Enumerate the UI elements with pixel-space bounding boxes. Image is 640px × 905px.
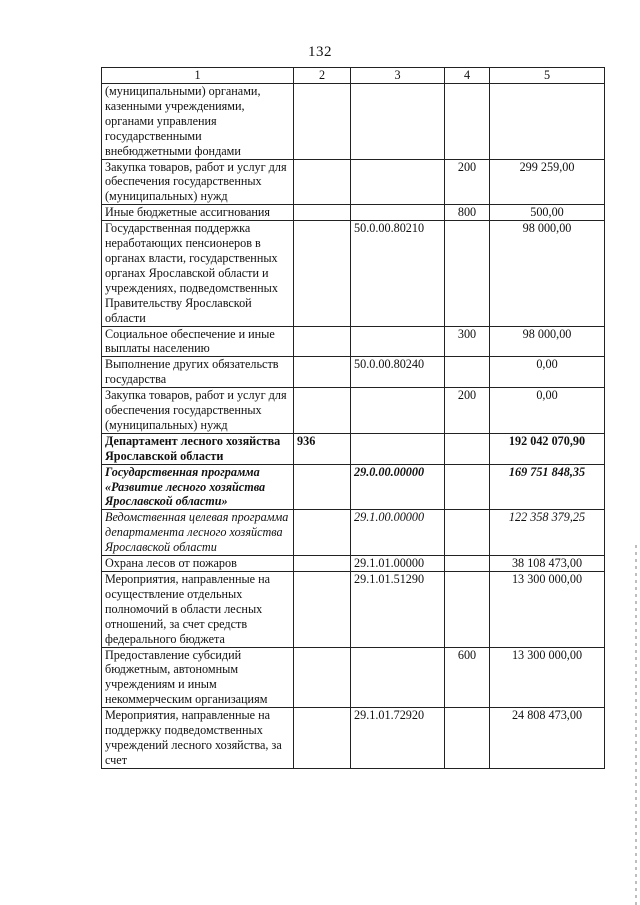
cell-code: 50.0.00.80240 — [351, 357, 445, 388]
cell-type: 800 — [445, 205, 490, 221]
cell-amount: 169 751 848,35 — [490, 464, 605, 510]
table-row — [102, 205, 605, 221]
cell-admin — [294, 357, 351, 388]
cell-type: 200 — [445, 159, 490, 205]
cell-admin — [294, 708, 351, 769]
cell-type — [445, 221, 490, 326]
cell-code — [351, 84, 445, 160]
table-row — [102, 326, 605, 357]
cell-name: Мероприятия, направленные на осуществление отдельных полномочий в области лесных отношений, за счет средств федерального бюджета — [102, 572, 294, 648]
column-header: 5 — [490, 68, 605, 84]
cell-code: 29.0.00.00000 — [351, 464, 445, 510]
table-row — [102, 84, 605, 160]
cell-admin — [294, 205, 351, 221]
table-row — [102, 556, 605, 572]
cell-name: Ведомственная целевая программа департамента лесного хозяйства Ярославской области — [102, 510, 294, 556]
cell-code — [351, 388, 445, 434]
cell-amount: 98 000,00 — [490, 326, 605, 357]
cell-type — [445, 84, 490, 160]
table-row — [102, 221, 605, 326]
column-header: 3 — [351, 68, 445, 84]
cell-code — [351, 433, 445, 464]
cell-code — [351, 159, 445, 205]
table-header-row — [102, 68, 605, 84]
column-header: 1 — [102, 68, 294, 84]
cell-name: Охрана лесов от пожаров — [102, 556, 294, 572]
table-row — [102, 388, 605, 434]
column-header: 2 — [294, 68, 351, 84]
cell-type — [445, 708, 490, 769]
cell-name: Департамент лесного хозяйства Ярославской области — [102, 433, 294, 464]
cell-admin — [294, 221, 351, 326]
cell-code — [351, 647, 445, 708]
cell-admin — [294, 510, 351, 556]
cell-code — [351, 205, 445, 221]
cell-name: Предоставление субсидий бюджетным, автономным учреждениям и иным некоммерческим организациям — [102, 647, 294, 708]
cell-type: 600 — [445, 647, 490, 708]
column-header: 4 — [445, 68, 490, 84]
cell-name: Закупка товаров, работ и услуг для обеспечения государственных (муниципальных) нужд — [102, 388, 294, 434]
cell-amount: 13 300 000,00 — [490, 572, 605, 648]
cell-name: (муниципальными) органами, казенными учреждениями, органами управления государственными внебюджетными фондами — [102, 84, 294, 160]
table-row — [102, 647, 605, 708]
cell-admin — [294, 159, 351, 205]
cell-admin — [294, 572, 351, 648]
table-row — [102, 510, 605, 556]
cell-name: Государственная поддержка неработающих пенсионеров в органах власти, государственных органах Ярославской области и учреждениях, подведомственных Правительству Ярославской области — [102, 221, 294, 326]
cell-admin — [294, 556, 351, 572]
cell-amount: 24 808 473,00 — [490, 708, 605, 769]
table-row — [102, 357, 605, 388]
cell-amount: 299 259,00 — [490, 159, 605, 205]
cell-type: 200 — [445, 388, 490, 434]
cell-type — [445, 464, 490, 510]
cell-name: Государственная программа «Развитие лесного хозяйства Ярославской области» — [102, 464, 294, 510]
table-row — [102, 572, 605, 648]
cell-type — [445, 433, 490, 464]
page-number: 132 — [308, 44, 332, 60]
cell-type — [445, 556, 490, 572]
cell-code: 50.0.00.80210 — [351, 221, 445, 326]
cell-admin — [294, 326, 351, 357]
cell-code — [351, 326, 445, 357]
cell-type: 300 — [445, 326, 490, 357]
cell-amount: 0,00 — [490, 357, 605, 388]
cell-name: Закупка товаров, работ и услуг для обеспечения государственных (муниципальных) нужд — [102, 159, 294, 205]
cell-admin — [294, 647, 351, 708]
cell-code: 29.1.00.00000 — [351, 510, 445, 556]
cell-type — [445, 572, 490, 648]
cell-admin — [294, 84, 351, 160]
cell-amount: 500,00 — [490, 205, 605, 221]
table-body — [102, 84, 605, 769]
cell-code: 29.1.01.72920 — [351, 708, 445, 769]
cell-admin — [294, 464, 351, 510]
cell-amount: 0,00 — [490, 388, 605, 434]
cell-code: 29.1.01.00000 — [351, 556, 445, 572]
cell-name: Выполнение других обязательств государства — [102, 357, 294, 388]
cell-amount: 192 042 070,90 — [490, 433, 605, 464]
scan-edge-mark — [635, 545, 637, 905]
cell-name: Социальное обеспечение и иные выплаты населению — [102, 326, 294, 357]
cell-amount — [490, 84, 605, 160]
cell-amount: 38 108 473,00 — [490, 556, 605, 572]
cell-amount: 98 000,00 — [490, 221, 605, 326]
cell-name: Мероприятия, направленные на поддержку подведомственных учреждений лесного хозяйства, за счет — [102, 708, 294, 769]
table-row — [102, 464, 605, 510]
table-row — [102, 708, 605, 769]
cell-type — [445, 510, 490, 556]
cell-amount: 122 358 379,25 — [490, 510, 605, 556]
cell-type — [445, 357, 490, 388]
table-row — [102, 159, 605, 205]
table-row — [102, 433, 605, 464]
cell-code: 29.1.01.51290 — [351, 572, 445, 648]
budget-table — [101, 67, 605, 769]
cell-admin: 936 — [294, 433, 351, 464]
cell-name: Иные бюджетные ассигнования — [102, 205, 294, 221]
cell-admin — [294, 388, 351, 434]
cell-amount: 13 300 000,00 — [490, 647, 605, 708]
